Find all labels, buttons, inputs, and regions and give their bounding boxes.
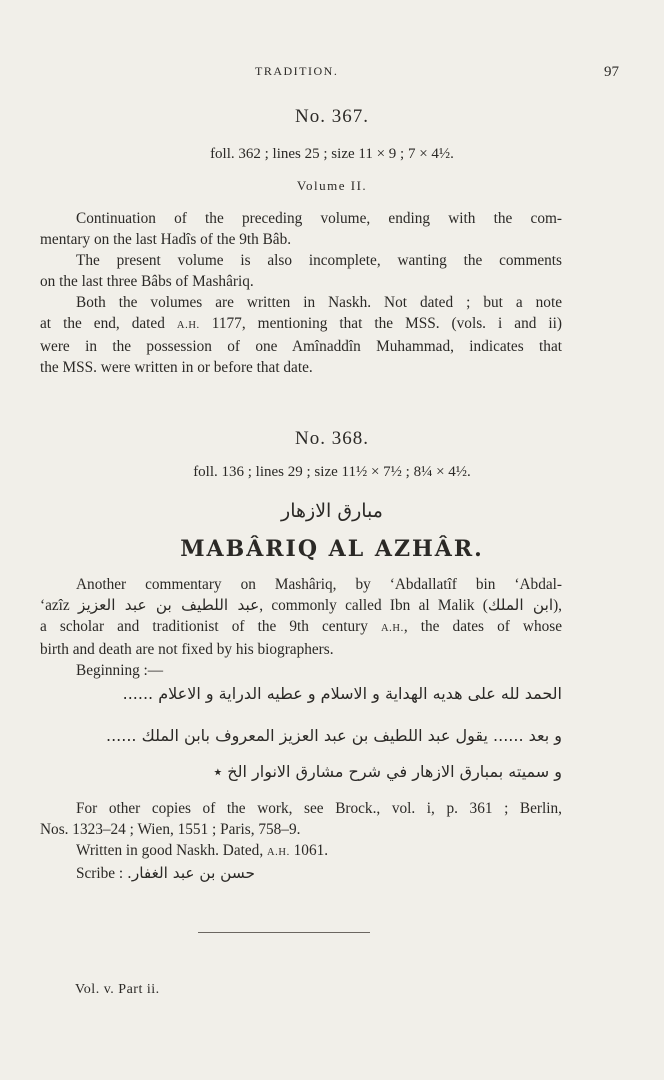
- text-fragment: 1061.: [293, 842, 329, 859]
- text-line: were in the possession of one Amînaddîn Muhammad, indicates that: [40, 338, 562, 355]
- running-title: TRADITION.: [255, 64, 339, 78]
- page-number: 97: [604, 64, 619, 80]
- entry-number-367: No. 367.: [295, 106, 369, 127]
- text-fragment: 1177, mentioning that the MSS. (vols. i and ii): [211, 315, 563, 332]
- text-line: [40, 616, 562, 639]
- text-line: Another commentary on Mashâriq, by ‘Abdallatîf bin ‘Abdal-: [76, 576, 562, 593]
- text-line: mentary on the last Hadîs of the 9th Bâb.: [40, 231, 292, 248]
- text-line: birth and death are not fixed by his biographers.: [40, 641, 334, 658]
- scribe-label: Scribe :: [76, 865, 124, 882]
- entry-368-notes: [40, 798, 562, 884]
- ah-abbreviation: A.H.: [266, 847, 290, 858]
- text-line: [40, 840, 562, 863]
- entry-367-description: [40, 208, 562, 378]
- text-fragment: a scholar and traditionist of the 9th century: [40, 618, 368, 635]
- signature-footer: Vol. v. Part ii.: [75, 982, 160, 997]
- arabic-incipit-line: و بعد ...... يقول عبد اللطيف بن عبد العزيز المعروف بابن الملك ......: [106, 726, 562, 745]
- scribe-name: حسن بن عبد الغفار.: [126, 864, 255, 882]
- entry-368-foll: foll. 136 ; lines 29 ; size 11½ × 7½ ; 8¼ × 4½.: [193, 464, 471, 480]
- divider-rule: [198, 932, 370, 933]
- arabic-incipit-line: الحمد لله على هديه الهداية و الاسلام و عطيه الدراية و الاعلام ......: [122, 684, 562, 703]
- text-line: The present volume is also incomplete, wanting the comments: [76, 252, 562, 269]
- text-line: Continuation of the preceding volume, ending with the com-: [76, 210, 562, 227]
- ah-abbreviation: A.H.: [176, 320, 200, 331]
- arabic-name: ابن الملك: [487, 596, 554, 614]
- text-line: on the last three Bâbs of Mashâriq.: [40, 273, 254, 290]
- entry-number-368: No. 368.: [295, 428, 369, 449]
- beginning-label: Beginning :—: [76, 662, 164, 679]
- text-line: [40, 313, 562, 336]
- arabic-name: عبد اللطيف بن عبد العزيز: [78, 596, 260, 614]
- scribe-line: [40, 863, 562, 884]
- text-line: the MSS. were written in or before that date.: [40, 359, 313, 376]
- entry-367-volume: Volume II.: [296, 178, 368, 193]
- text-fragment: ‘azîz: [40, 597, 70, 614]
- work-title: MABÂRIQ AL AZHÂR.: [180, 536, 484, 562]
- text-fragment: , the dates of whose: [403, 618, 563, 635]
- text-fragment: at the end, dated: [40, 315, 165, 332]
- entry-368-description: [40, 574, 562, 681]
- text-line: Nos. 1323–24 ; Wien, 1551 ; Paris, 758–9.: [40, 821, 301, 838]
- running-header: [40, 64, 624, 84]
- text-fragment: ),: [553, 597, 562, 614]
- text-line: [40, 595, 562, 616]
- text-fragment: Written in good Naskh. Dated,: [76, 842, 264, 859]
- ah-abbreviation: A.H.: [381, 623, 404, 634]
- text-line: Both the volumes are written in Naskh. Not dated ; but a note: [76, 294, 562, 311]
- entry-367-foll: foll. 362 ; lines 25 ; size 11 × 9 ; 7 × 4½.: [210, 146, 454, 162]
- text-line: For other copies of the work, see Brock., vol. i, p. 361 ; Berlin,: [76, 800, 562, 817]
- arabic-incipit-line: و سميته بمبارق الازهار في شرح مشارق الانوار الخ ٭: [213, 762, 562, 781]
- arabic-title: مبارق الازهار: [281, 500, 383, 522]
- text-fragment: , commonly called Ibn al Malik (: [259, 597, 488, 614]
